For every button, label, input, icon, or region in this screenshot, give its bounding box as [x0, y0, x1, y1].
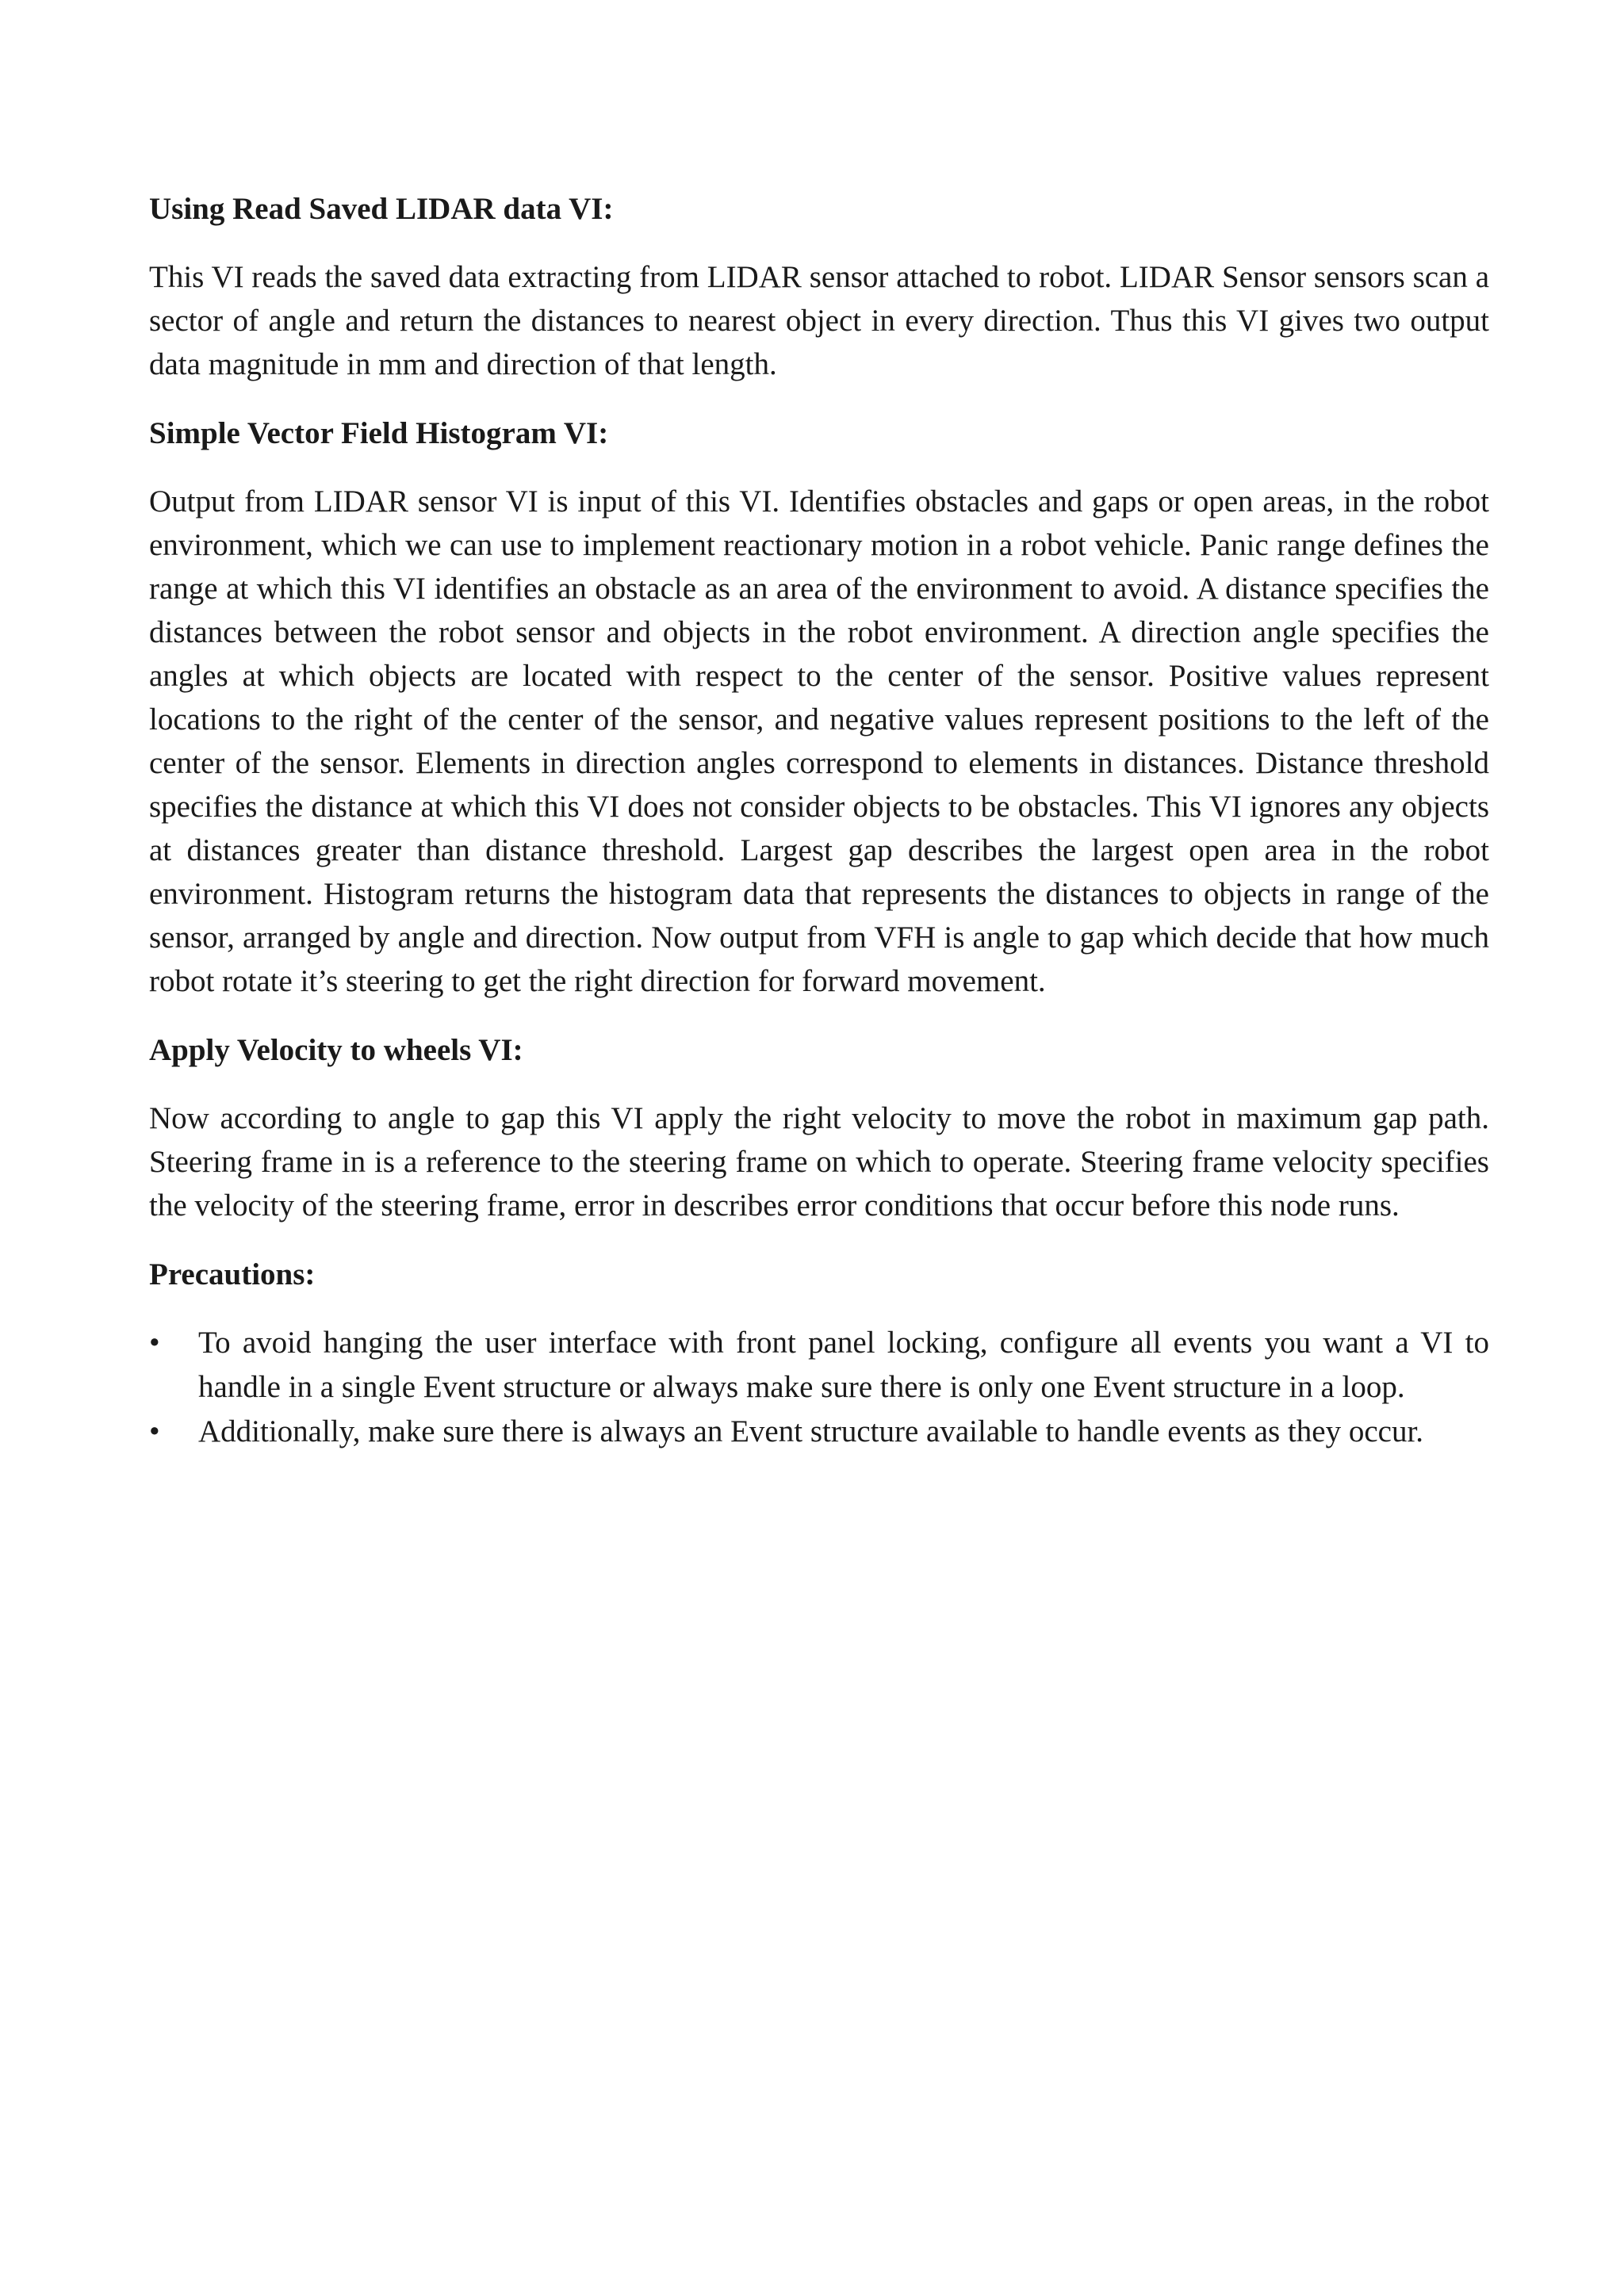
- precaution-text: Additionally, make sure there is always an Event structure available to handle events as they occur.: [198, 1414, 1424, 1448]
- section-heading-vfh: Simple Vector Field Histogram VI:: [149, 416, 609, 450]
- document-page: [149, 187, 1489, 1454]
- precaution-item: [149, 1410, 1489, 1454]
- bullet-icon: •: [149, 1326, 160, 1360]
- section-body-read-lidar: This VI reads the saved data extracting from LIDAR sensor attached to robot. LIDAR Sensor sensors scan a sector of angle and return the distances to nearest object in every direction. Thus this VI gives two output data magnitude in mm and direction of that length.: [149, 260, 1489, 381]
- precautions-list: [149, 1321, 1489, 1454]
- precautions-heading: Precautions:: [149, 1257, 316, 1292]
- section-heading-read-lidar: Using Read Saved LIDAR data VI:: [149, 192, 614, 226]
- bullet-icon: •: [149, 1414, 160, 1448]
- precaution-text: To avoid hanging the user interface with front panel locking, configure all events you want a VI to handle in a single Event structure or always make sure there is only one Event structure in a loop.: [198, 1326, 1489, 1404]
- section-heading-apply-velocity: Apply Velocity to wheels VI:: [149, 1033, 523, 1067]
- section-body-vfh: Output from LIDAR sensor VI is input of this VI. Identifies obstacles and gaps or open areas, in the robot environment, which we can use to implement reactionary motion in a robot vehicle. Panic range defines the range at which this VI identifies an obstacle as an area of the environment to avoid. A distance specifies the distances between the robot sensor and objects in the robot environment. A direction angle specifies the angles at which objects are located with respect to the center of the sensor. Positive values represent locations to the right of the center of the sensor, and negative values represent positions to the left of the center of the sensor. Elements in direction angles correspond to elements in distances. Distance threshold specifies the distance at which this VI does not consider objects to be obstacles. This VI ignores any objects at distances greater than distance threshold. Largest gap describes the largest open area in the robot environment. Histogram returns the histogram data that represents the distances to objects in range of the sensor, arranged by angle and direction. Now output from VFH is angle to gap which decide that how much robot rotate it’s steering to get the right direction for forward movement.: [149, 484, 1489, 998]
- precaution-item: [149, 1321, 1489, 1410]
- section-body-apply-velocity: Now according to angle to gap this VI apply the right velocity to move the robot in maximum gap path. Steering frame in is a reference to the steering frame on which to operate. Steering frame velocity specifies the velocity of the steering frame, error in describes error conditions that occur before this node runs.: [149, 1101, 1489, 1223]
